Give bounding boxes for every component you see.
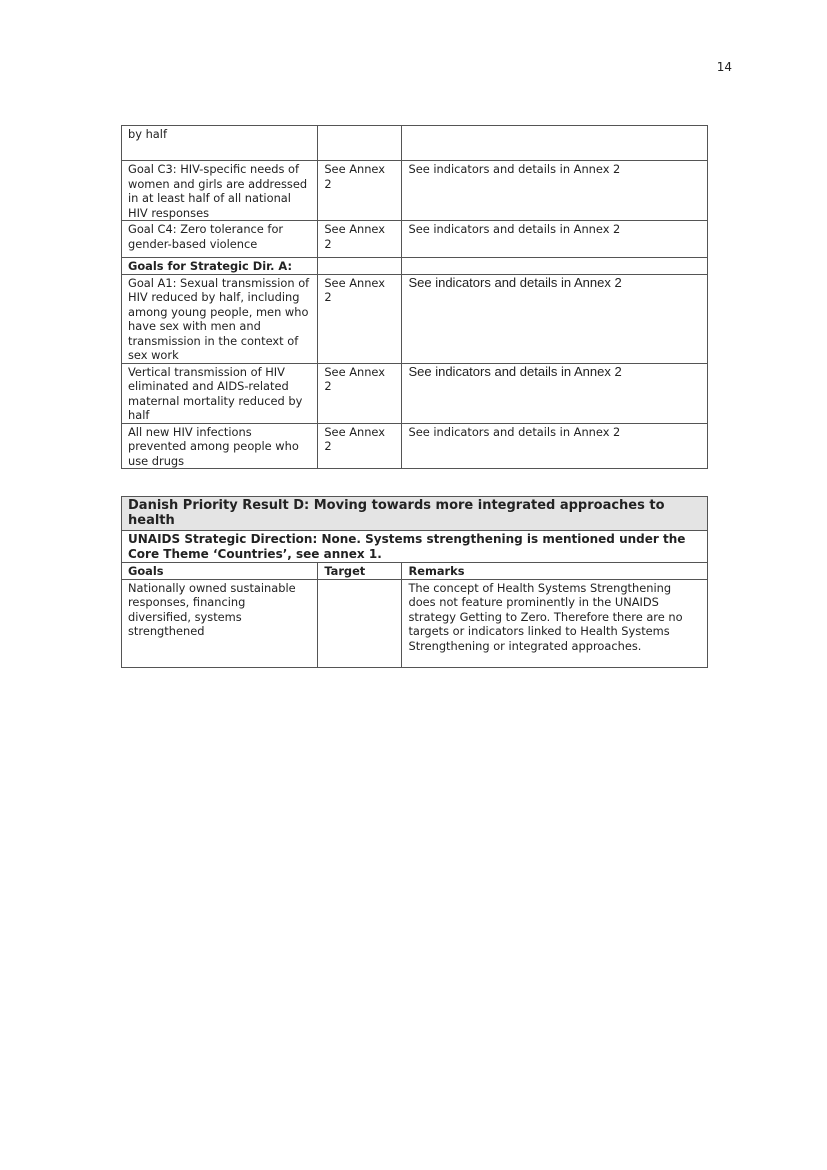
header-row: [122, 563, 708, 580]
priority-row: [122, 497, 708, 531]
target-cell: See Annex 2: [318, 363, 402, 423]
remarks-cell: See indicators and details in Annex 2: [402, 274, 708, 363]
table-row: [122, 274, 708, 363]
goal-cell: All new HIV infections prevented among people who use drugs: [122, 423, 318, 469]
goal-cell: Goal C4: Zero tolerance for gender-based violence: [122, 221, 318, 258]
table-row: [122, 126, 708, 161]
header-remarks: Remarks: [402, 563, 708, 580]
target-cell: [318, 579, 402, 667]
target-cell: See Annex 2: [318, 274, 402, 363]
remarks-cell: See indicators and details in Annex 2: [402, 221, 708, 258]
target-cell: See Annex 2: [318, 161, 402, 221]
strategic-direction: UNAIDS Strategic Direction: None. Systems strengthening is mentioned under the Core Theme ‘Countries’, see annex 1.: [122, 531, 708, 563]
goal-cell: Goal A1: Sexual transmission of HIV reduced by half, including among young people, men who have sex with men and transmission in the context of sex work: [122, 274, 318, 363]
priority-title: Danish Priority Result D: Moving towards more integrated approaches to health: [122, 497, 708, 531]
remarks-cell: The concept of Health Systems Strengthening does not feature prominently in the UNAIDS strategy Getting to Zero. Therefore there are no targets or indicators linked to Health Systems Strengthening or integrated approaches.: [402, 579, 708, 667]
table-row: [122, 579, 708, 667]
header-goals: Goals: [122, 563, 318, 580]
table-row: [122, 423, 708, 469]
remarks-cell: See indicators and details in Annex 2: [402, 423, 708, 469]
table-row: [122, 258, 708, 275]
goal-cell: Vertical transmission of HIV eliminated and AIDS-related maternal mortality reduced by half: [122, 363, 318, 423]
goal-cell: Goals for Strategic Dir. A:: [122, 258, 318, 275]
remarks-cell: See indicators and details in Annex 2: [402, 363, 708, 423]
goal-cell: by half: [122, 126, 318, 161]
table-row: [122, 161, 708, 221]
target-cell: [318, 126, 402, 161]
remarks-cell: [402, 258, 708, 275]
target-cell: See Annex 2: [318, 423, 402, 469]
target-cell: See Annex 2: [318, 221, 402, 258]
target-cell: [318, 258, 402, 275]
remarks-cell: See indicators and details in Annex 2: [402, 161, 708, 221]
goal-cell: Nationally owned sustainable responses, financing diversified, systems strengthened: [122, 579, 318, 667]
table-row: [122, 363, 708, 423]
goal-cell: Goal C3: HIV-specific needs of women and girls are addressed in at least half of all national HIV responses: [122, 161, 318, 221]
header-target: Target: [318, 563, 402, 580]
remarks-cell: [402, 126, 708, 161]
goals-table: [121, 125, 708, 469]
direction-row: [122, 531, 708, 563]
result-d-table: [121, 496, 708, 668]
table-row: [122, 221, 708, 258]
page-number: 14: [716, 60, 732, 74]
